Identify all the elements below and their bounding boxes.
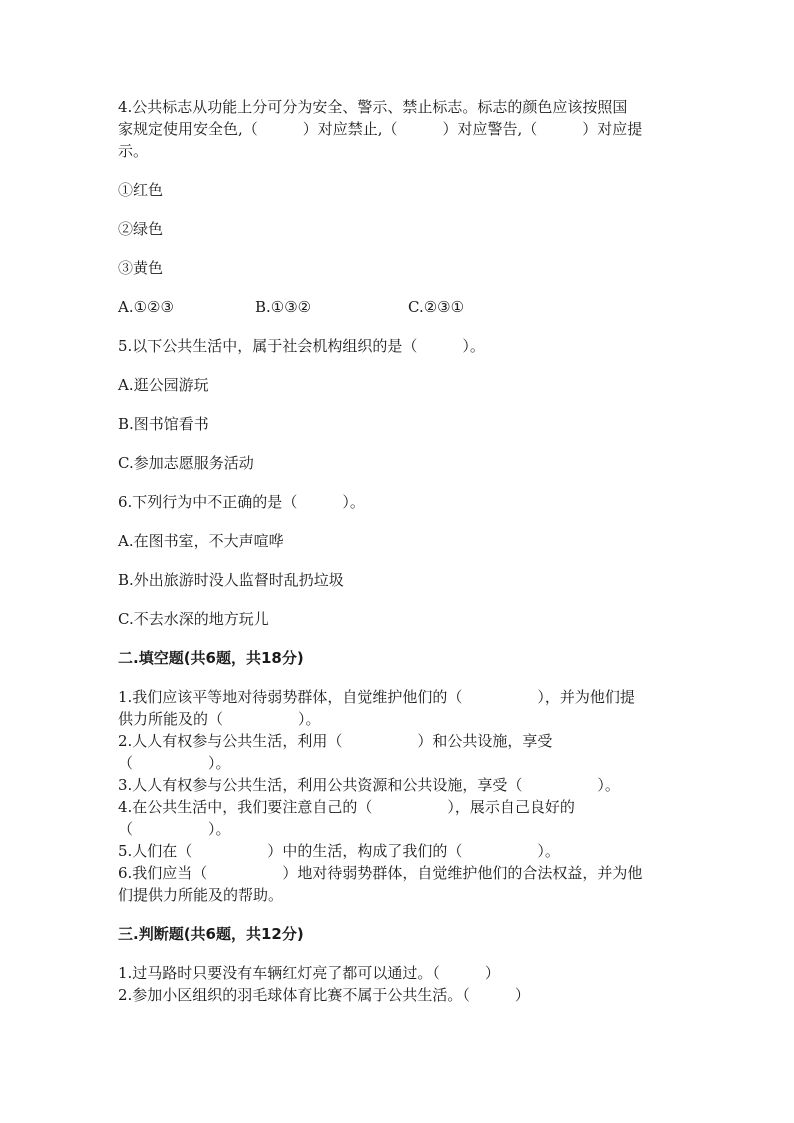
question-4-line-3: 示。 [118, 142, 149, 160]
question-5-stem: 5.以下公共生活中，属于社会机构组织的是（ ）。 [118, 337, 485, 355]
section-2-line: （ ）。 [118, 754, 231, 772]
section-2-line: 6.我们应当（ ）地对待弱势群体，自觉维护他们的合法权益，并为他 [118, 864, 643, 882]
question-5-option-a: A.逛公园游玩 [118, 376, 209, 394]
section-2-line: 们提供力所能及的帮助。 [118, 886, 284, 904]
question-4-option-a: A.①②③ [118, 298, 174, 316]
question-4-options [118, 296, 678, 318]
exam-content [118, 96, 678, 1006]
question-4-option-c: C.②③① [408, 298, 465, 316]
section-2-title: 二.填空题(共6题，共18分) [118, 649, 304, 667]
question-4-item-3: ③黄色 [118, 259, 164, 277]
question-4 [118, 96, 678, 318]
section-2-line: 3.人人有权参与公共生活，利用公共资源和公共设施，享受（ ）。 [118, 776, 620, 794]
section-2-line: 5.人们在（ ）中的生活，构成了我们的（ ）。 [118, 842, 560, 860]
section-3-body [118, 962, 678, 1006]
section-2-line: 2.人人有权参与公共生活，利用（ ）和公共设施，享受 [118, 732, 553, 750]
section-2-line: 供力所能及的（ ）。 [118, 710, 321, 728]
question-6-option-a: A.在图书室，不大声喧哗 [118, 532, 284, 550]
question-6-option-b: B.外出旅游时没人监督时乱扔垃圾 [118, 571, 344, 589]
section-2-line: （ ）。 [118, 820, 231, 838]
question-4-option-b: B.①③② [255, 298, 312, 316]
section-2-line: 4.在公共生活中，我们要注意自己的（ ），展示自己良好的 [118, 798, 575, 816]
section-2-body [118, 686, 678, 906]
question-5-option-b: B.图书馆看书 [118, 415, 209, 433]
question-4-line-1: 4.公共标志从功能上分可分为安全、警示、禁止标志。标志的颜色应该按照国 [118, 98, 628, 116]
section-2-line: 1.我们应该平等地对待弱势群体，自觉维护他们的（ ），并为他们提 [118, 688, 635, 706]
question-5-option-c: C.参加志愿服务活动 [118, 454, 254, 472]
question-6 [118, 491, 678, 630]
section-3-line: 1.过马路时只要没有车辆红灯亮了都可以通过。（ ） [118, 964, 500, 982]
question-6-stem: 6.下列行为中不正确的是（ ）。 [118, 493, 365, 511]
question-5 [118, 335, 678, 474]
question-4-item-2: ②绿色 [118, 220, 164, 238]
section-fill-in [118, 647, 678, 906]
question-4-line-2: 家规定使用安全色,（ ）对应禁止,（ ）对应警告,（ ）对应提 [118, 120, 643, 138]
question-6-option-c: C.不去水深的地方玩儿 [118, 610, 269, 628]
question-4-item-1: ①红色 [118, 181, 164, 199]
section-3-line: 2.参加小区组织的羽毛球体育比赛不属于公共生活。（ ） [118, 986, 530, 1004]
section-true-false [118, 923, 678, 1006]
section-3-title: 三.判断题(共6题，共12分) [118, 925, 304, 943]
